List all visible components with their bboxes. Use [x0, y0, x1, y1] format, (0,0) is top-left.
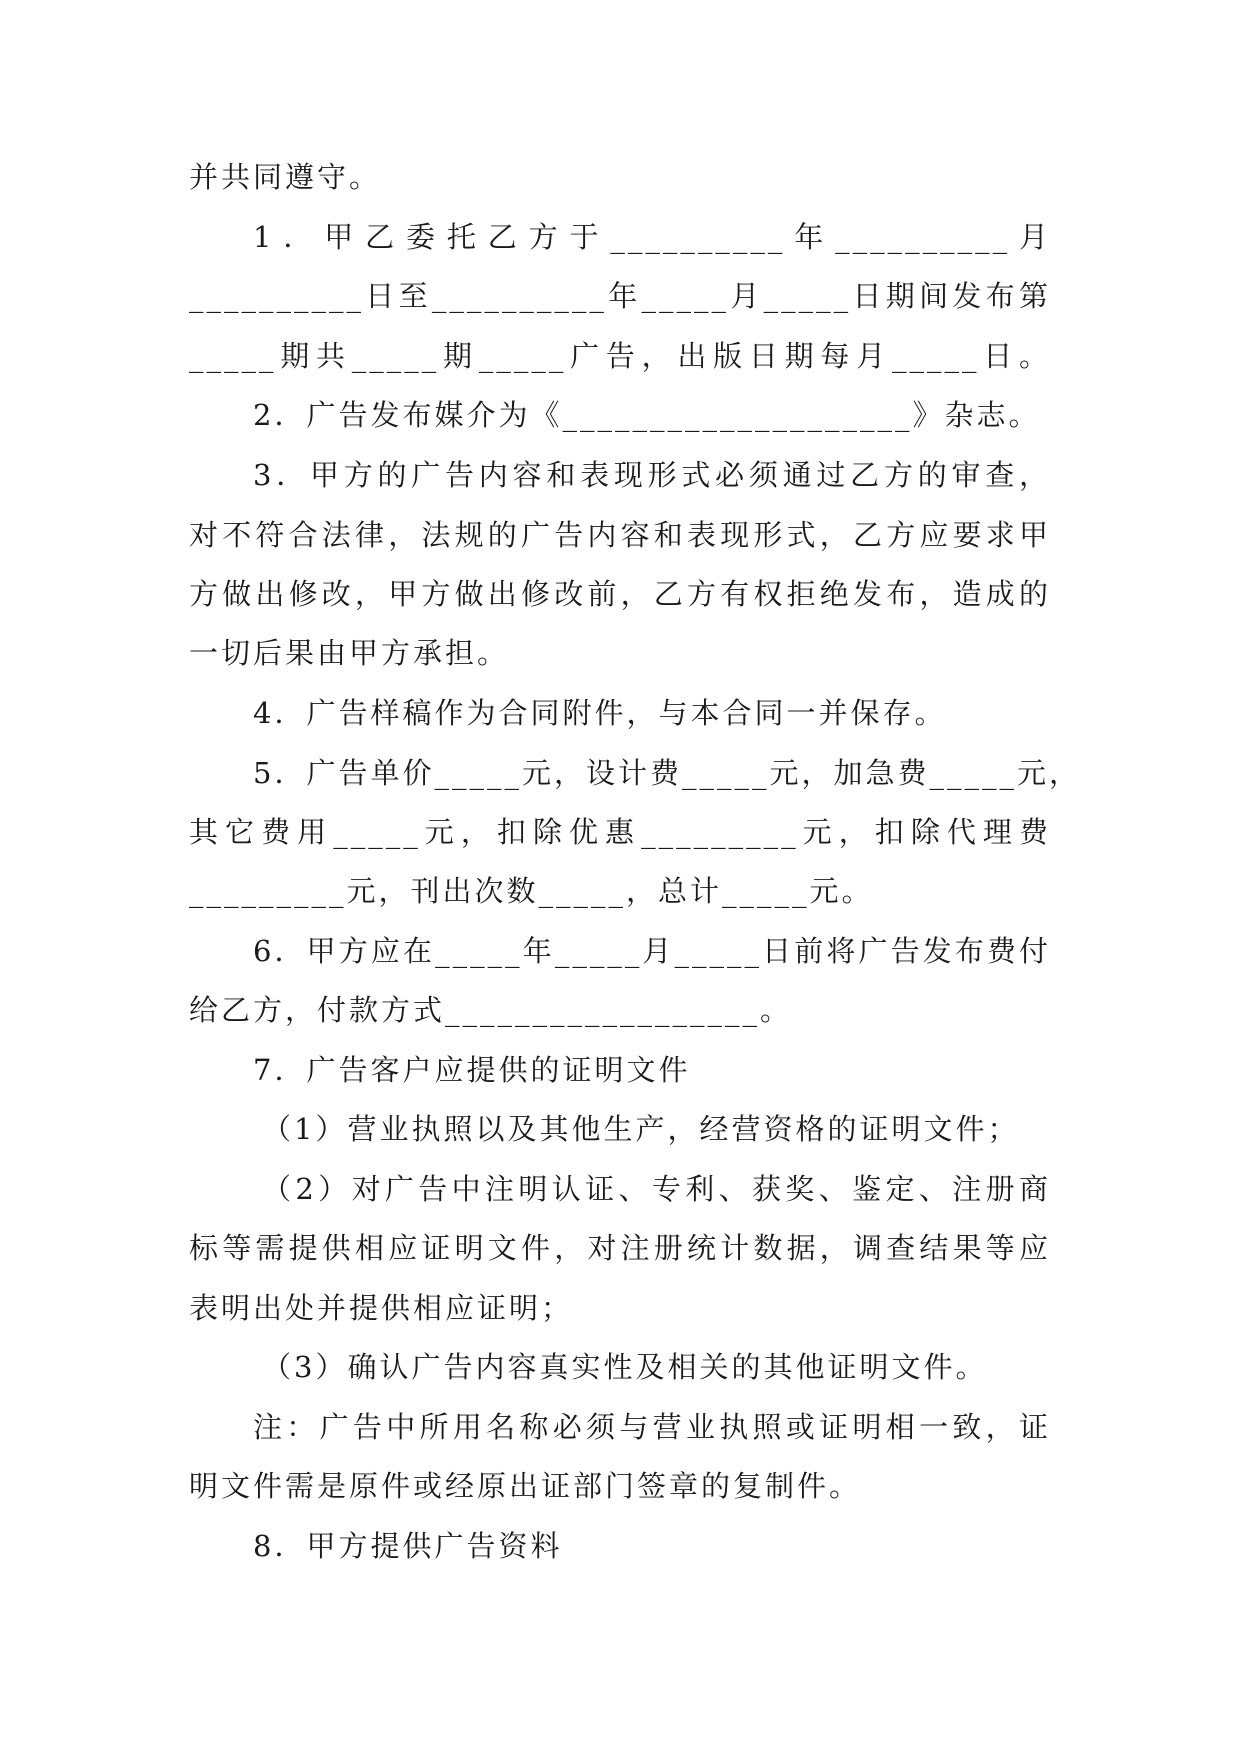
text-line: 2．广告发布媒介为《____________________》杂志。	[253, 398, 1041, 432]
text-line: _________元，刊出次数_____，总计_____元。	[189, 874, 874, 908]
text-line: 方做出修改，甲方做出修改前，乙方有权拒绝发布，造成的	[189, 577, 1051, 611]
text-line: __________日至__________年_____月_____日期间发布第	[189, 279, 1051, 313]
text-line: 7．广告客户应提供的证明文件	[253, 1053, 691, 1087]
text-line: 并共同遵守。	[189, 160, 382, 194]
text-line: 6．甲方应在_____年_____月_____日前将广告发布费付	[253, 934, 1051, 968]
text-line: 表明出处并提供相应证明；	[189, 1291, 574, 1325]
text-line: 其它费用_____元，扣除优惠_________元，扣除代理费	[189, 815, 1051, 849]
text-line: _____期共_____期_____广告，出版日期每月_____日。	[189, 339, 1051, 373]
text-line: 5．广告单价_____元，设计费_____元，加急费_____元，	[253, 756, 1081, 790]
text-line: 3．甲方的广告内容和表现形式必须通过乙方的审查，	[253, 458, 1051, 492]
text-line: 注：广告中所用名称必须与营业执照或证明相一致，证	[253, 1410, 1051, 1444]
text-line: 明文件需是原件或经原出证部门签章的复制件。	[189, 1469, 862, 1503]
text-line: 标等需提供相应证明文件，对注册统计数据，调查结果等应	[189, 1231, 1051, 1265]
text-line: 1．甲乙委托乙方于__________年__________月	[253, 220, 1051, 254]
text-line: 4．广告样稿作为合同附件，与本合同一并保存。	[253, 696, 947, 730]
text-line: 8．甲方提供广告资料	[253, 1529, 563, 1563]
text-line: （1）营业执照以及其他生产，经营资格的证明文件；	[262, 1112, 1020, 1146]
text-line: （3）确认广告内容真实性及相关的其他证明文件。	[262, 1350, 988, 1384]
text-line: 对不符合法律，法规的广告内容和表现形式，乙方应要求甲	[189, 518, 1051, 552]
text-line: 给乙方，付款方式__________________。	[189, 993, 793, 1027]
text-line: 一切后果由甲方承担。	[189, 636, 510, 670]
text-line: （2）对广告中注明认证、专利、获奖、鉴定、注册商	[262, 1172, 1051, 1206]
